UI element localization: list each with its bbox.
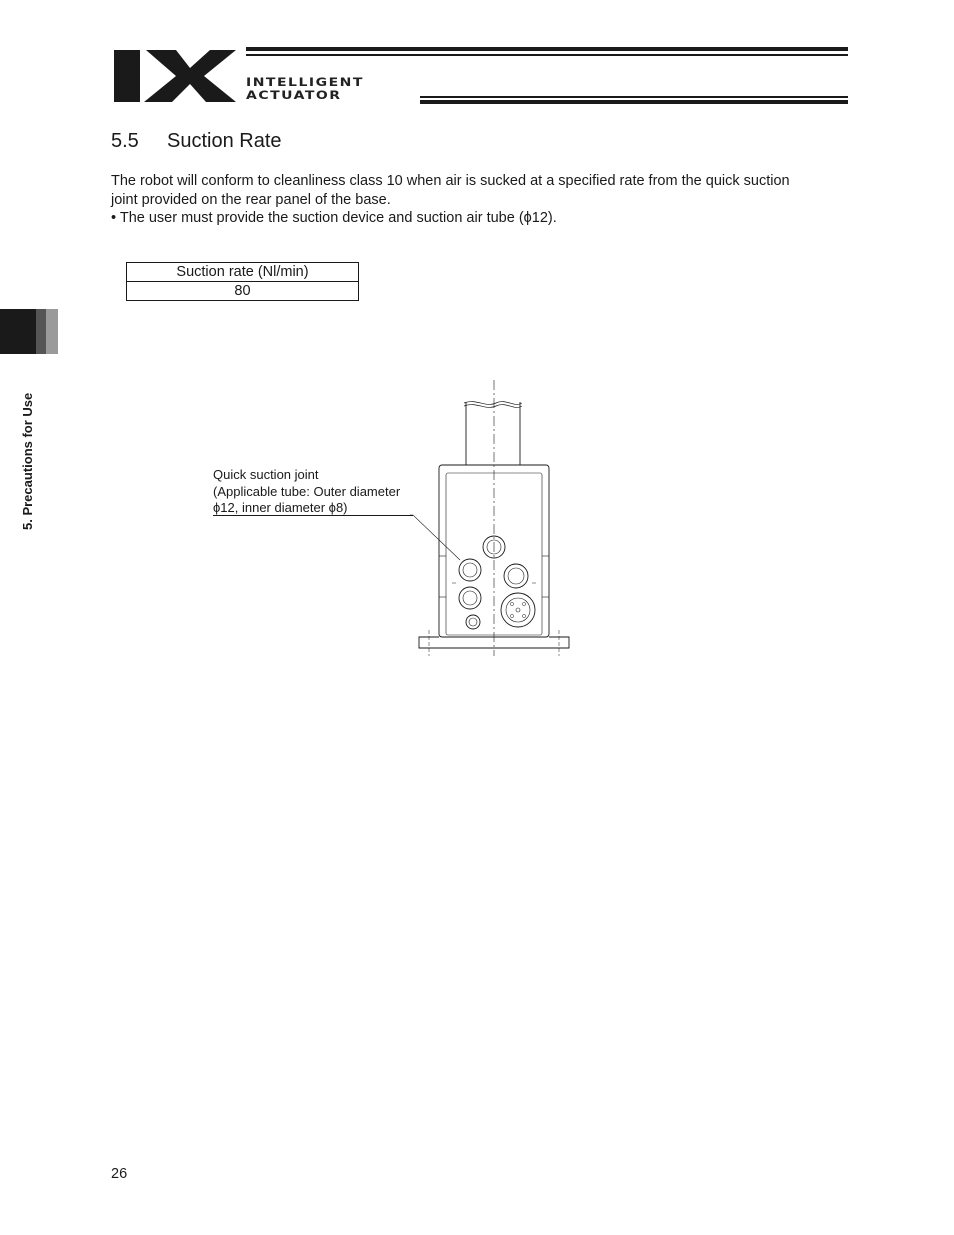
header-rule-bottom-thick (420, 100, 848, 104)
table-header-row (127, 263, 359, 282)
header-rule-top-thin (246, 54, 848, 56)
chapter-tab-dark (0, 309, 36, 354)
table-header-cell: Suction rate (Nl/min) (127, 263, 359, 282)
section-title-text: Suction Rate (167, 130, 282, 152)
paragraph-line-2: joint provided on the rear panel of the base. (111, 191, 391, 208)
suction-rate-table (126, 262, 359, 301)
chapter-tab-mid (36, 309, 46, 354)
logo-text-actuator: ACTUATOR (246, 89, 342, 103)
bullet-item: • The user must provide the suction device and suction air tube (ϕ12). (111, 210, 557, 226)
ix-logo (112, 46, 236, 104)
header-rule-top-thick (246, 47, 848, 51)
chapter-side-label: 5. Precautions for Use (20, 392, 35, 530)
figure-callout (213, 467, 400, 517)
table-row (127, 282, 359, 301)
logo-text-intelligent: INTELLIGENT (246, 76, 364, 90)
section-title (111, 130, 282, 153)
callout-leader-underline (213, 515, 413, 516)
callout-line-1: Quick suction joint (213, 467, 319, 482)
callout-line-3: ϕ12, inner diameter ϕ8) (213, 500, 348, 515)
page-number: 26 (111, 1166, 128, 1182)
paragraph-line-1: The robot will conform to cleanliness class 10 when air is sucked at a specified rate from the quick suction (111, 173, 790, 189)
chapter-tab-light (46, 309, 58, 354)
body-text (111, 172, 851, 228)
table-value-cell: 80 (127, 282, 359, 301)
rear-panel-drawing (410, 378, 580, 660)
callout-line-2: (Applicable tube: Outer diameter (213, 483, 401, 499)
header-rule-bottom-thin (420, 96, 848, 98)
section-number: 5.5 (111, 130, 139, 152)
